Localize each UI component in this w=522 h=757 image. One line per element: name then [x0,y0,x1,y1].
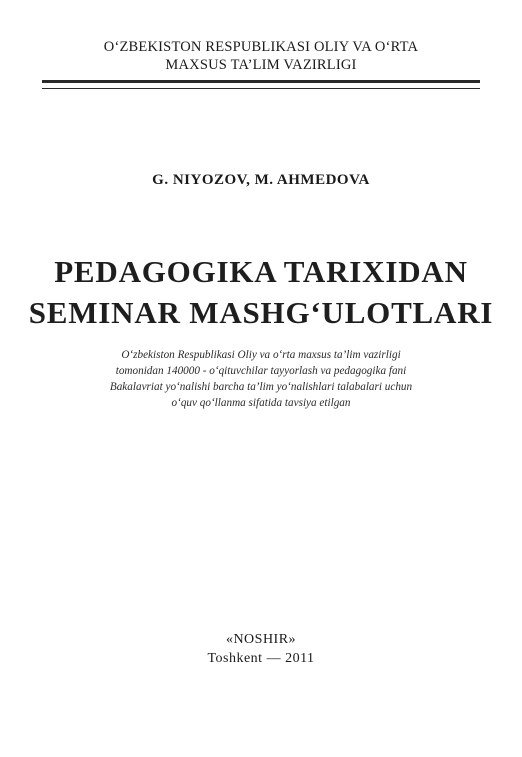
book-title-line-1: PEDAGOGIKA TARIXIDAN [54,254,468,289]
book-title-line-2: SEMINAR MASHG‘ULOTLARI [28,295,494,330]
header-divider-thick [42,80,480,83]
approval-note-line-3: Bakalavriat yo‘nalishi barcha ta’lim yo‘nalishlari talabalari uchun [109,381,413,393]
publisher-block [0,630,522,668]
approval-note [30,347,492,411]
ministry-line-2: MAXSUS TA’LIM VAZIRLIGI [165,57,357,73]
ministry-header [0,38,522,74]
publisher-name: «NOSHIR» [225,632,297,647]
approval-note-line-4: o‘quv qo‘llanma sifatida tavsiya etilgan [171,397,351,409]
approval-note-line-1: O‘zbekiston Respublikasi Oliy va o‘rta maxsus ta’lim vazirligi [121,349,401,361]
approval-note-line-2: tomonidan 140000 - o‘qituvchilar tayyorlash va pedagogika fani [115,365,407,377]
ministry-line-1: O‘ZBEKISTON RESPUBLIKASI OLIY VA O‘RTA [103,39,419,55]
authors: G. NIYOZOV, M. AHMEDOVA [152,172,370,188]
header-divider-thin [42,88,480,89]
publication-place-year: Toshkent — 2011 [207,651,315,666]
